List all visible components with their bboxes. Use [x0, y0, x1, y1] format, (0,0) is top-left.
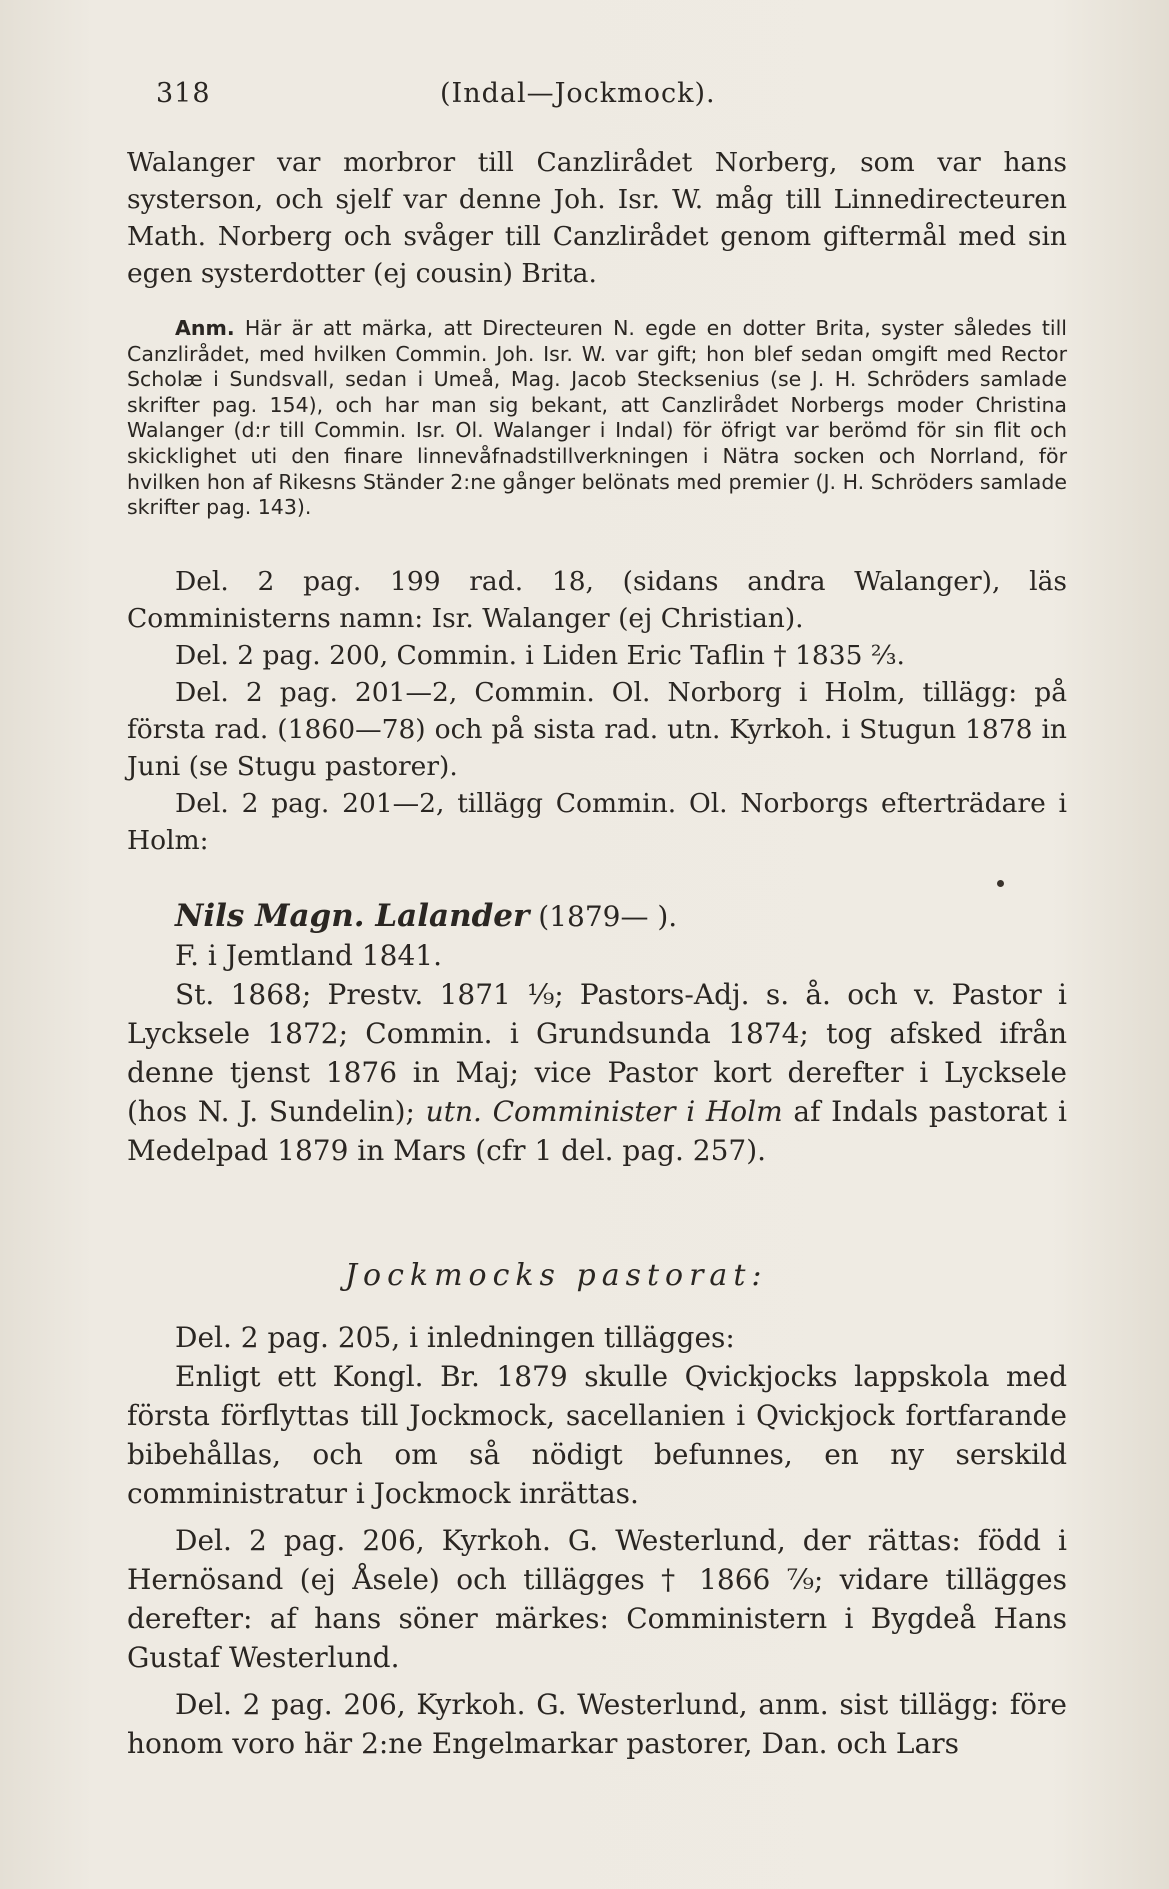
page-header — [156, 78, 1036, 118]
lalander-heading — [127, 897, 1067, 936]
lalander-bio — [127, 975, 1067, 1170]
page-number: 318 — [156, 78, 211, 109]
corrections-block — [127, 563, 1067, 859]
lalander-bio-italic: utn. Comminister i Holm — [425, 1095, 783, 1128]
jockmock-paragraph-1: Del. 2 pag. 205, i inledningen tillägges: — [175, 1321, 735, 1354]
correction-1: Del. 2 pag. 199 rad. 18, (sidans andra Walanger), läs Comministerns namn: Isr. Walanger (ej Christian). — [127, 566, 1067, 634]
anm-note — [127, 316, 1067, 521]
anm-block — [127, 316, 1067, 521]
ink-dot — [997, 880, 1004, 887]
walanger-block — [127, 144, 1067, 292]
lalander-years: (1879— ). — [538, 900, 678, 933]
lalander-entry — [127, 897, 1067, 1170]
lalander-name: Nils Magn. Lalander — [175, 898, 530, 934]
lalander-bio-prefix: St. 1868; Prestv. 1871 ¹⁄₉; Pastors-Adj. s. å. och v. Pastor i Lycksele 1872; Commin. i Grundsunda 1874; tog afsked ifrån denne tjenst 1876 in Maj; vice Pastor kort derefter i Lycksele (hos N. J. Sundelin); — [127, 978, 1067, 1128]
anm-text: Här är att märka, att Directeuren N. egde en dotter Brita, syster således till Canzlirådet, med hvilken Commin. Joh. Isr. W. var gift; hon blef sedan omgift med Rector Scholæ i Sundsvall, sedan i Umeå, Mag. Jacob Stecksenius (se J. H. Schröders samlade skrifter pag. 154), och har man sig bekant, att Canzlirådet Norbergs moder Christina Walanger (d:r till Commin. Isr. Ol. Walanger i Indal) för öfrigt var berömd för sin flit och skicklighet uti den finare linnevåfnadstillverkningen i Nätra socken och Norrland, för hvilken hon af Rikesns Ständer 2:ne gånger belönats med premier (J. H. Schröders samlade skrifter pag. 143). — [127, 316, 1067, 520]
correction-3: Del. 2 pag. 201—2, Commin. Ol. Norborg i Holm, tillägg: på första rad. (1860—78) och på sista rad. utn. Kyrkoh. i Stugun 1878 in Juni (se Stugu pastorer). — [127, 677, 1067, 782]
anm-label: Anm. — [175, 316, 235, 340]
correction-2: Del. 2 pag. 200, Commin. i Liden Eric Taflin † 1835 ²⁄₃. — [175, 640, 905, 671]
jockmock-paragraph-2: Enligt ett Kongl. Br. 1879 skulle Qvickjocks lappskola med första förflyttas till Jockmock, sacellanien i Qvickjock fortfarande bibehållas, och om så nödigt befunnes, en ny serskild comministratur i Jockmock inrättas. — [127, 1360, 1067, 1510]
section-title: Jockmocks pastorat: — [345, 1258, 768, 1293]
correction-4: Del. 2 pag. 201—2, tillägg Commin. Ol. Norborgs efterträdare i Holm: — [127, 788, 1067, 856]
jockmock-paragraph-4: Del. 2 pag. 206, Kyrkoh. G. Westerlund, anm. sist tillägg: före honom voro här 2:ne Engelmarkar pastorer, Dan. och Lars — [127, 1688, 1067, 1760]
lalander-born: F. i Jemtland 1841. — [175, 939, 442, 972]
running-title: (Indal—Jockmock). — [440, 78, 716, 109]
lalander-bio-suffix: af Indals pastorat i Medelpad 1879 in Mars (cfr 1 del. pag. 257). — [127, 1095, 1067, 1167]
jockmock-block — [127, 1318, 1067, 1763]
jockmock-paragraph-3: Del. 2 pag. 206, Kyrkoh. G. Westerlund, der rättas: född i Hernösand (ej Åsele) och tillägges † 1866 ⁷⁄₉; vidare tillägges derefter: af hans söner märkes: Comministern i Bygdeå Hans Gustaf Westerlund. — [127, 1524, 1067, 1674]
walanger-paragraph: Walanger var morbror till Canzlirådet Norberg, som var hans systerson, och sjelf var denne Joh. Isr. W. måg till Linnedirecteuren Math. Norberg och svåger till Canzlirådet genom giftermål med sin egen systerdotter (ej cousin) Brita. — [127, 147, 1067, 289]
